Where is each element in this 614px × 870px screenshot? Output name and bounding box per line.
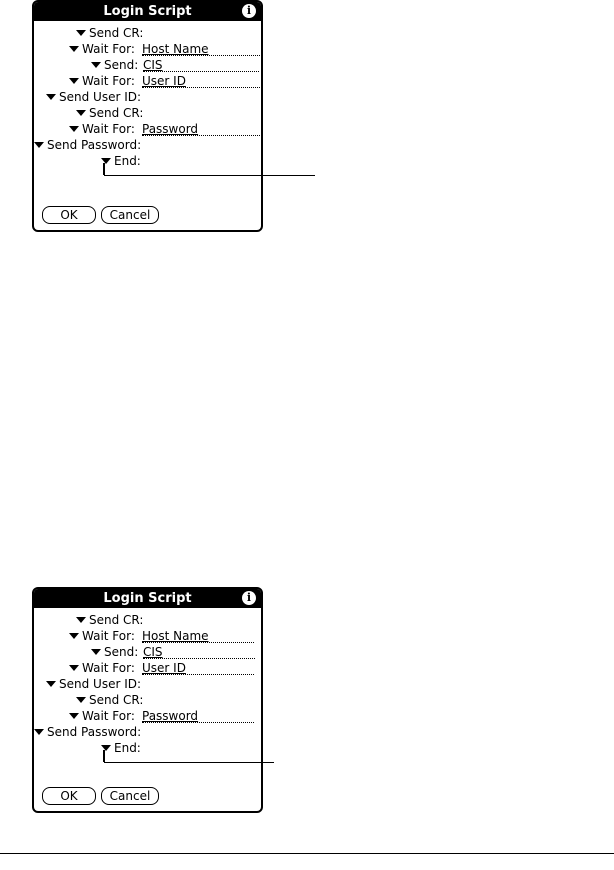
info-icon[interactable]: i [242,4,256,18]
script-step[interactable] [69,628,259,644]
value-underline [143,658,255,659]
script-step[interactable] [34,724,141,740]
script-step[interactable] [101,153,141,169]
step-value[interactable]: Host Name [142,42,209,56]
value-underline [143,71,259,72]
script-step[interactable] [46,89,141,105]
value-underline [142,55,260,56]
chevron-down-icon[interactable] [76,110,86,116]
chevron-down-icon[interactable] [34,729,44,735]
login-script-dialog [32,587,263,813]
script-step[interactable] [69,73,259,89]
login-script-dialog [32,0,263,232]
chevron-down-icon[interactable] [76,697,86,703]
step-label: Wait For: [82,42,135,56]
step-label: Send: [104,58,139,72]
step-value[interactable]: CIS [143,58,163,72]
step-label: Send CR: [89,693,144,707]
ok-button[interactable]: OK [42,787,96,805]
ok-button[interactable]: OK [42,206,96,224]
step-value[interactable]: Password [142,122,199,136]
step-label: Wait For: [82,74,135,88]
step-label: Wait For: [82,661,135,675]
value-underline [142,674,254,675]
script-step[interactable] [76,692,143,708]
chevron-down-icon[interactable] [91,62,101,68]
chevron-down-icon[interactable] [69,665,79,671]
step-label: End: [114,741,141,755]
footer-rule [0,853,614,854]
step-value[interactable]: CIS [143,645,163,659]
chevron-down-icon[interactable] [46,681,56,687]
script-step[interactable] [76,105,143,121]
callout-line [103,163,105,175]
chevron-down-icon[interactable] [69,126,79,132]
dialog-title-bar [34,2,261,21]
script-step[interactable] [69,708,259,724]
script-step[interactable] [76,612,143,628]
info-icon[interactable]: i [242,591,256,605]
step-value[interactable]: User ID [142,74,186,88]
step-value[interactable]: Host Name [142,629,209,643]
step-label: Wait For: [82,629,135,643]
script-step[interactable] [69,660,259,676]
step-label: Send User ID: [59,90,142,104]
step-label: Send CR: [89,613,144,627]
dialog-title: Login Script [103,591,192,606]
value-underline [142,87,260,88]
script-step[interactable] [46,676,141,692]
chevron-down-icon[interactable] [69,46,79,52]
chevron-down-icon[interactable] [46,94,56,100]
step-label: End: [114,154,141,168]
step-label: Send: [104,645,139,659]
step-label: Wait For: [82,709,135,723]
step-label: Send Password: [47,138,142,152]
dialog-title: Login Script [103,4,192,19]
script-step[interactable] [69,41,259,57]
chevron-down-icon[interactable] [76,30,86,36]
script-step[interactable] [101,740,141,756]
chevron-down-icon[interactable] [91,649,101,655]
value-underline [142,135,260,136]
script-step[interactable] [91,644,261,660]
chevron-down-icon[interactable] [34,142,44,148]
step-label: Send User ID: [59,677,142,691]
callout-line [103,750,105,762]
script-step[interactable] [34,137,141,153]
step-label: Send CR: [89,106,144,120]
cancel-button[interactable]: Cancel [101,206,159,224]
step-label: Send Password: [47,725,142,739]
value-underline [142,642,254,643]
script-step[interactable] [91,57,261,73]
step-label: Send CR: [89,26,144,40]
callout-line [104,762,274,763]
cancel-button[interactable]: Cancel [101,787,159,805]
chevron-down-icon[interactable] [69,633,79,639]
step-label: Wait For: [82,122,135,136]
step-value[interactable]: Password [142,709,199,723]
script-step[interactable] [69,121,259,137]
dialog-title-bar [34,589,261,608]
value-underline [142,722,254,723]
callout-line [104,175,315,176]
step-value[interactable]: User ID [142,661,186,675]
script-step[interactable] [76,25,143,41]
chevron-down-icon[interactable] [76,617,86,623]
chevron-down-icon[interactable] [69,713,79,719]
chevron-down-icon[interactable] [69,78,79,84]
